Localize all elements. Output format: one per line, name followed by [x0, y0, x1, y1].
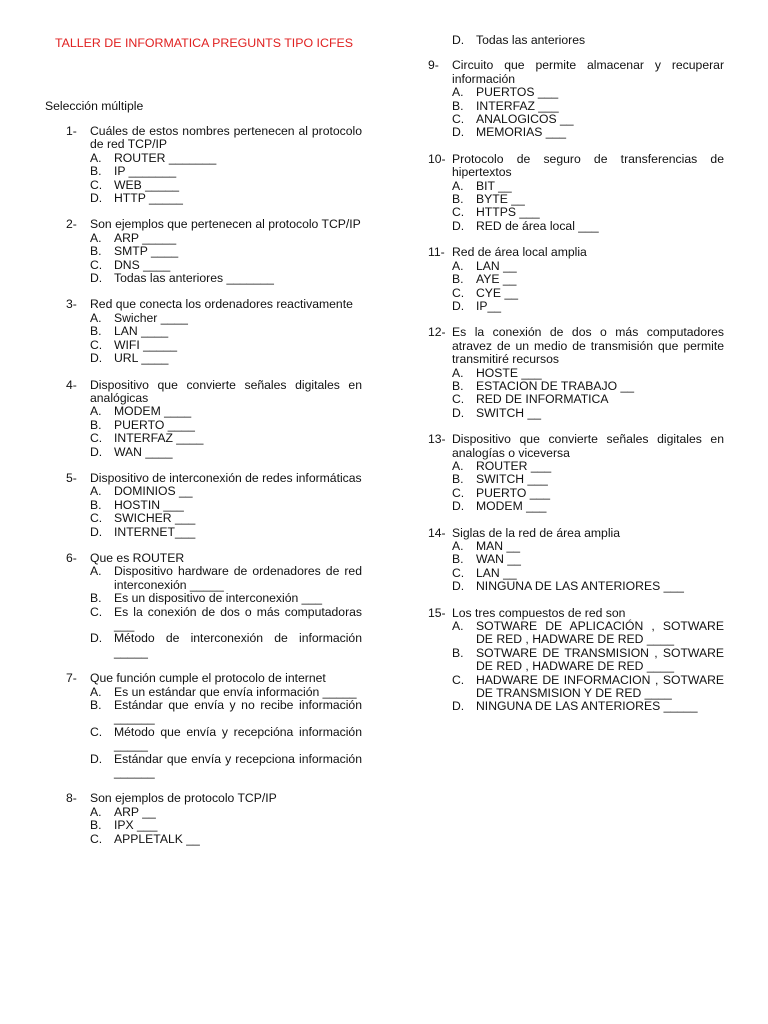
option-text: PUERTOS ___: [476, 85, 559, 100]
question-number: 6-: [66, 550, 77, 565]
option-letter: B.: [452, 98, 464, 113]
option-text: DNS ____: [114, 257, 171, 272]
option-letter: B.: [90, 818, 102, 833]
option-item[interactable]: [90, 499, 362, 512]
option-item[interactable]: [90, 632, 362, 659]
option-letter: D.: [452, 298, 465, 313]
option-letter: B.: [452, 552, 464, 567]
option-item[interactable]: [452, 647, 724, 674]
option-text: MEMORIAS ___: [476, 125, 567, 140]
option-item[interactable]: [90, 753, 362, 780]
question-block: [428, 246, 724, 313]
question-block: [66, 672, 362, 779]
option-item[interactable]: [452, 34, 724, 47]
option-text: IP__: [476, 298, 502, 313]
option-item[interactable]: [452, 567, 724, 580]
option-item[interactable]: [90, 232, 362, 245]
option-text: LAN __: [476, 565, 517, 580]
question-stem: [428, 527, 724, 540]
question-stem: [428, 433, 724, 460]
option-text: AYE __: [476, 272, 517, 287]
question-block: [66, 379, 362, 459]
question-text: Dispositivo que convierte señales digitales en analógicas: [90, 377, 362, 405]
question-block: [66, 472, 362, 539]
option-letter: D.: [90, 524, 103, 539]
question-number: 15-: [428, 605, 446, 620]
options-list: [452, 367, 724, 421]
option-text: Es un dispositivo de interconexión ___: [114, 591, 322, 606]
question-number: 14-: [428, 525, 446, 540]
option-letter: A.: [452, 365, 464, 380]
option-item[interactable]: [452, 287, 724, 300]
option-letter: D.: [90, 444, 103, 459]
option-item[interactable]: [90, 726, 362, 753]
options-list: [452, 86, 724, 140]
question-stem: [66, 125, 362, 152]
right-column: [428, 34, 724, 727]
option-letter: C.: [90, 511, 103, 526]
option-item[interactable]: [452, 193, 724, 206]
options-list: [452, 620, 724, 714]
options-list: [90, 152, 362, 206]
option-item[interactable]: [452, 300, 724, 313]
option-letter: D.: [452, 405, 465, 420]
option-letter: C.: [90, 431, 103, 446]
question-number: 3-: [66, 297, 77, 312]
option-item[interactable]: [90, 352, 362, 365]
option-letter: B.: [90, 244, 102, 259]
option-text: INTERNET___: [114, 524, 196, 539]
option-letter: A.: [452, 458, 464, 473]
option-text: WIFI _____: [114, 337, 177, 352]
option-text: BIT __: [476, 178, 512, 193]
options-list: [90, 686, 362, 780]
option-item[interactable]: [90, 152, 362, 165]
option-text: Todas las anteriores _______: [114, 271, 274, 286]
option-item[interactable]: [90, 179, 362, 192]
option-letter: D.: [452, 218, 465, 233]
option-text: Swicher ____: [114, 310, 188, 325]
question-block: [428, 59, 724, 139]
option-text: ESTACION DE TRABAJO __: [476, 378, 635, 393]
question-text: Dispositivo de interconexión de redes informáticas: [90, 470, 362, 485]
option-item[interactable]: [90, 405, 362, 418]
options-list: [452, 460, 724, 514]
question-block: [428, 153, 724, 233]
question-text: Siglas de la red de área amplia: [452, 525, 621, 540]
option-item[interactable]: [90, 432, 362, 445]
option-text: NINGUNA DE LAS ANTERIORES _____: [476, 699, 698, 714]
question-text: Red de área local amplia: [452, 245, 587, 260]
option-item[interactable]: [452, 273, 724, 286]
option-letter: A.: [90, 230, 102, 245]
option-letter: C.: [452, 392, 465, 407]
question-text: Es la conexión de dos o más computadores atravez de un medio de transmisión que permite transmitiré recursos: [452, 325, 724, 367]
question-number: 5-: [66, 470, 77, 485]
option-item[interactable]: [452, 700, 724, 713]
option-item[interactable]: [90, 446, 362, 459]
option-letter: B.: [452, 272, 464, 287]
option-letter: D.: [90, 271, 103, 286]
question-stem: [66, 792, 362, 805]
question-stem: [66, 379, 362, 406]
option-item[interactable]: [452, 367, 724, 380]
option-item[interactable]: [90, 592, 362, 605]
option-letter: A.: [452, 178, 464, 193]
question-stem: [66, 218, 362, 231]
question-block: [66, 218, 362, 285]
option-text: Método que envía y recepcióna información _____: [114, 724, 362, 753]
option-letter: B.: [90, 324, 102, 339]
option-letter: D.: [90, 351, 103, 366]
option-text: HOSTIN ___: [114, 497, 184, 512]
option-item[interactable]: [90, 699, 362, 726]
question-stem: [428, 246, 724, 259]
option-item[interactable]: [452, 206, 724, 219]
option-text: IP _______: [114, 164, 177, 179]
question-block: [428, 433, 724, 513]
option-item[interactable]: [452, 180, 724, 193]
option-text: MAN __: [476, 539, 521, 553]
options-list: [452, 540, 724, 594]
options-list: [452, 180, 724, 234]
question-number: 12-: [428, 325, 446, 340]
option-letter: D.: [452, 579, 465, 594]
option-text: RED DE INFORMATICA: [476, 392, 609, 407]
option-text: Es un estándar que envía información _____: [114, 684, 357, 699]
option-item[interactable]: [452, 407, 724, 420]
question-stem: [66, 298, 362, 311]
option-item[interactable]: [452, 126, 724, 139]
option-letter: A.: [90, 804, 102, 819]
option-item[interactable]: [90, 526, 362, 539]
option-text: INTERFAZ ____: [114, 431, 204, 446]
option-item[interactable]: [452, 580, 724, 593]
option-text: Todas las anteriores: [476, 33, 586, 47]
option-letter: B.: [90, 164, 102, 179]
option-text: INTERFAZ ___: [476, 98, 559, 113]
option-letter: B.: [452, 645, 464, 660]
option-item[interactable]: [452, 553, 724, 566]
option-text: NINGUNA DE LAS ANTERIORES ___: [476, 579, 684, 594]
option-text: MODEM ___: [476, 499, 547, 514]
option-text: URL ____: [114, 351, 169, 366]
option-text: Estándar que envía y no recibe información ______: [114, 698, 362, 726]
option-text: BYTE __: [476, 192, 525, 207]
question-text: Que es ROUTER: [90, 550, 185, 565]
option-text: ARP _____: [114, 230, 177, 245]
options-list: [90, 485, 362, 539]
option-letter: C.: [90, 257, 103, 272]
option-letter: B.: [90, 497, 102, 512]
option-text: ANALOGICOS __: [476, 112, 574, 127]
question-number: 7-: [66, 671, 77, 686]
question-text: Protocolo de seguro de transferencias de hipertextos: [452, 151, 724, 180]
option-text: ROUTER ___: [476, 458, 552, 473]
option-item[interactable]: [90, 819, 362, 832]
option-letter: C.: [90, 337, 103, 352]
question-stem: [428, 59, 724, 86]
options-list: [90, 312, 362, 366]
option-text: SMTP ____: [114, 244, 179, 259]
document-title: TALLER DE INFORMATICA PREGUNTS TIPO ICFES: [54, 36, 354, 50]
question-number: 1-: [66, 124, 77, 138]
option-item[interactable]: [452, 540, 724, 553]
option-text: RED de área local ___: [476, 218, 599, 233]
option-text: DOMINIOS __: [114, 484, 193, 499]
question-text: Son ejemplos que pertenecen al protocolo TCP/IP: [90, 217, 361, 232]
option-letter: A.: [90, 310, 102, 325]
question-text: Red que conecta los ordenadores reactivamente: [90, 297, 353, 312]
option-text: LAN __: [476, 258, 517, 273]
option-text: IPX ___: [114, 818, 158, 833]
question-stem: [66, 552, 362, 565]
option-text: ROUTER _______: [114, 150, 217, 165]
question-number: 4-: [66, 377, 77, 392]
option-item[interactable]: [90, 312, 362, 325]
option-text: CYE __: [476, 285, 519, 300]
option-letter: B.: [90, 417, 102, 432]
option-item[interactable]: [90, 272, 362, 285]
option-letter: A.: [452, 619, 464, 634]
question-text: Dispositivo que convierte señales digitales en analogías o viceversa: [452, 432, 724, 460]
option-text: MODEM ____: [114, 404, 192, 419]
option-letter: A.: [90, 484, 102, 499]
option-text: SWICHER ___: [114, 511, 196, 526]
option-text: HADWARE DE INFORMACION , SOTWARE DE TRANSMISION Y DE RED ____: [476, 672, 724, 701]
option-item[interactable]: [452, 380, 724, 393]
question-text: Cuáles de estos nombres pertenecen al protocolo de red TCP/IP: [90, 124, 362, 152]
option-letter: D.: [90, 191, 103, 206]
option-item[interactable]: [90, 806, 362, 819]
option-letter: C.: [452, 285, 465, 300]
option-text: Es la conexión de dos o más computadoras ___: [114, 604, 362, 632]
option-letter: D.: [452, 125, 465, 140]
question-number: 9-: [428, 58, 439, 73]
option-text: HOSTE ___: [476, 365, 542, 380]
left-column: [66, 125, 362, 859]
option-letter: A.: [452, 539, 464, 553]
option-item[interactable]: [90, 325, 362, 338]
option-text: HTTPS ___: [476, 205, 540, 220]
option-text: SOTWARE DE TRANSMISION , SOTWARE DE RED , HADWARE DE RED ____: [476, 645, 724, 674]
option-item[interactable]: [90, 485, 362, 498]
option-letter: A.: [90, 150, 102, 165]
right-questions: [428, 59, 724, 713]
option-letter: A.: [90, 684, 102, 699]
option-letter: D.: [90, 751, 103, 766]
option-text: SWITCH ___: [476, 472, 548, 487]
question-number: 10-: [428, 151, 446, 166]
question-block: [66, 792, 362, 846]
option-text: APPLETALK __: [114, 831, 200, 846]
option-letter: C.: [452, 205, 465, 220]
option-letter: B.: [452, 472, 464, 487]
option-letter: A.: [90, 564, 102, 579]
option-item[interactable]: [90, 259, 362, 272]
option-item[interactable]: [90, 192, 362, 205]
option-letter: C.: [90, 177, 103, 192]
question-number: 11-: [428, 245, 445, 260]
option-item[interactable]: [90, 419, 362, 432]
option-letter: C.: [452, 565, 465, 580]
option-item[interactable]: [452, 260, 724, 273]
option-letter: C.: [90, 724, 103, 739]
option-item[interactable]: [452, 674, 724, 701]
option-text: LAN ____: [114, 324, 169, 339]
question-text: Los tres compuestos de red son: [452, 605, 626, 620]
option-item[interactable]: [452, 86, 724, 99]
option-text: HTTP _____: [114, 191, 183, 206]
option-item[interactable]: [452, 500, 724, 513]
option-letter: D.: [452, 499, 465, 514]
question-stem: [428, 326, 724, 366]
option-text: Estándar que envía y recepciona información ______: [114, 751, 362, 780]
option-item[interactable]: [90, 833, 362, 846]
question-block: [428, 607, 724, 714]
option-text: Método de interconexión de información _____: [114, 631, 362, 659]
option-letter: C.: [90, 831, 103, 846]
option-item[interactable]: [452, 487, 724, 500]
option-text: SOTWARE DE APLICACIÓN , SOTWARE DE RED , HADWARE DE RED ____: [476, 619, 724, 647]
option-item[interactable]: [452, 460, 724, 473]
option-item[interactable]: [90, 606, 362, 633]
question-number: 13-: [428, 432, 446, 447]
option-letter: C.: [452, 112, 465, 127]
option-item[interactable]: [90, 165, 362, 178]
option-item[interactable]: [452, 220, 724, 233]
question-stem: [66, 672, 362, 685]
option-letter: D.: [452, 699, 465, 714]
question-stem: [66, 472, 362, 485]
option-letter: C.: [452, 672, 465, 687]
question-8-continuation: [428, 34, 724, 47]
options-list: [90, 806, 362, 846]
option-letter: A.: [90, 404, 102, 419]
question-stem: [428, 153, 724, 180]
option-letter: B.: [90, 698, 102, 713]
option-item[interactable]: [90, 512, 362, 525]
options-list: [90, 405, 362, 459]
option-text: ARP __: [114, 804, 156, 819]
option-item[interactable]: [90, 339, 362, 352]
question-text: Que función cumple el protocolo de internet: [90, 671, 326, 686]
option-text: WAN __: [476, 552, 521, 567]
question-block: [66, 125, 362, 205]
option-item[interactable]: [90, 245, 362, 258]
option-text: PUERTO ___: [476, 485, 551, 500]
option-text: WAN ____: [114, 444, 173, 459]
option-item[interactable]: [452, 393, 724, 406]
question-block: [66, 552, 362, 659]
option-letter: D.: [452, 33, 465, 47]
question-text: Circuito que permite almacenar y recuperar información: [452, 58, 724, 86]
option-item[interactable]: [90, 686, 362, 699]
option-item[interactable]: [90, 565, 362, 592]
options-list: [452, 260, 724, 314]
question-block: [66, 298, 362, 365]
option-text: Dispositivo hardware de ordenadores de red interconexión _____: [114, 564, 362, 592]
option-item[interactable]: [452, 473, 724, 486]
question-number: 8-: [66, 791, 77, 806]
option-item[interactable]: [452, 620, 724, 647]
question-text: Son ejemplos de protocolo TCP/IP: [90, 791, 277, 806]
option-letter: B.: [452, 378, 464, 393]
option-letter: A.: [452, 85, 464, 100]
option-text: WEB _____: [114, 177, 180, 192]
option-letter: A.: [452, 258, 464, 273]
option-letter: C.: [90, 604, 103, 619]
option-letter: D.: [90, 631, 103, 646]
option-letter: C.: [452, 485, 465, 500]
option-letter: B.: [452, 192, 464, 207]
question-block: [428, 527, 724, 594]
options-list: [90, 565, 362, 659]
option-text: PUERTO ____: [114, 417, 195, 432]
question-block: [428, 326, 724, 420]
question-number: 2-: [66, 217, 77, 232]
option-text: SWITCH __: [476, 405, 542, 420]
options-list: [90, 232, 362, 286]
section-subtitle: Selección múltiple: [45, 99, 144, 113]
option-item[interactable]: [452, 113, 724, 126]
option-letter: B.: [90, 591, 102, 606]
option-item[interactable]: [452, 100, 724, 113]
